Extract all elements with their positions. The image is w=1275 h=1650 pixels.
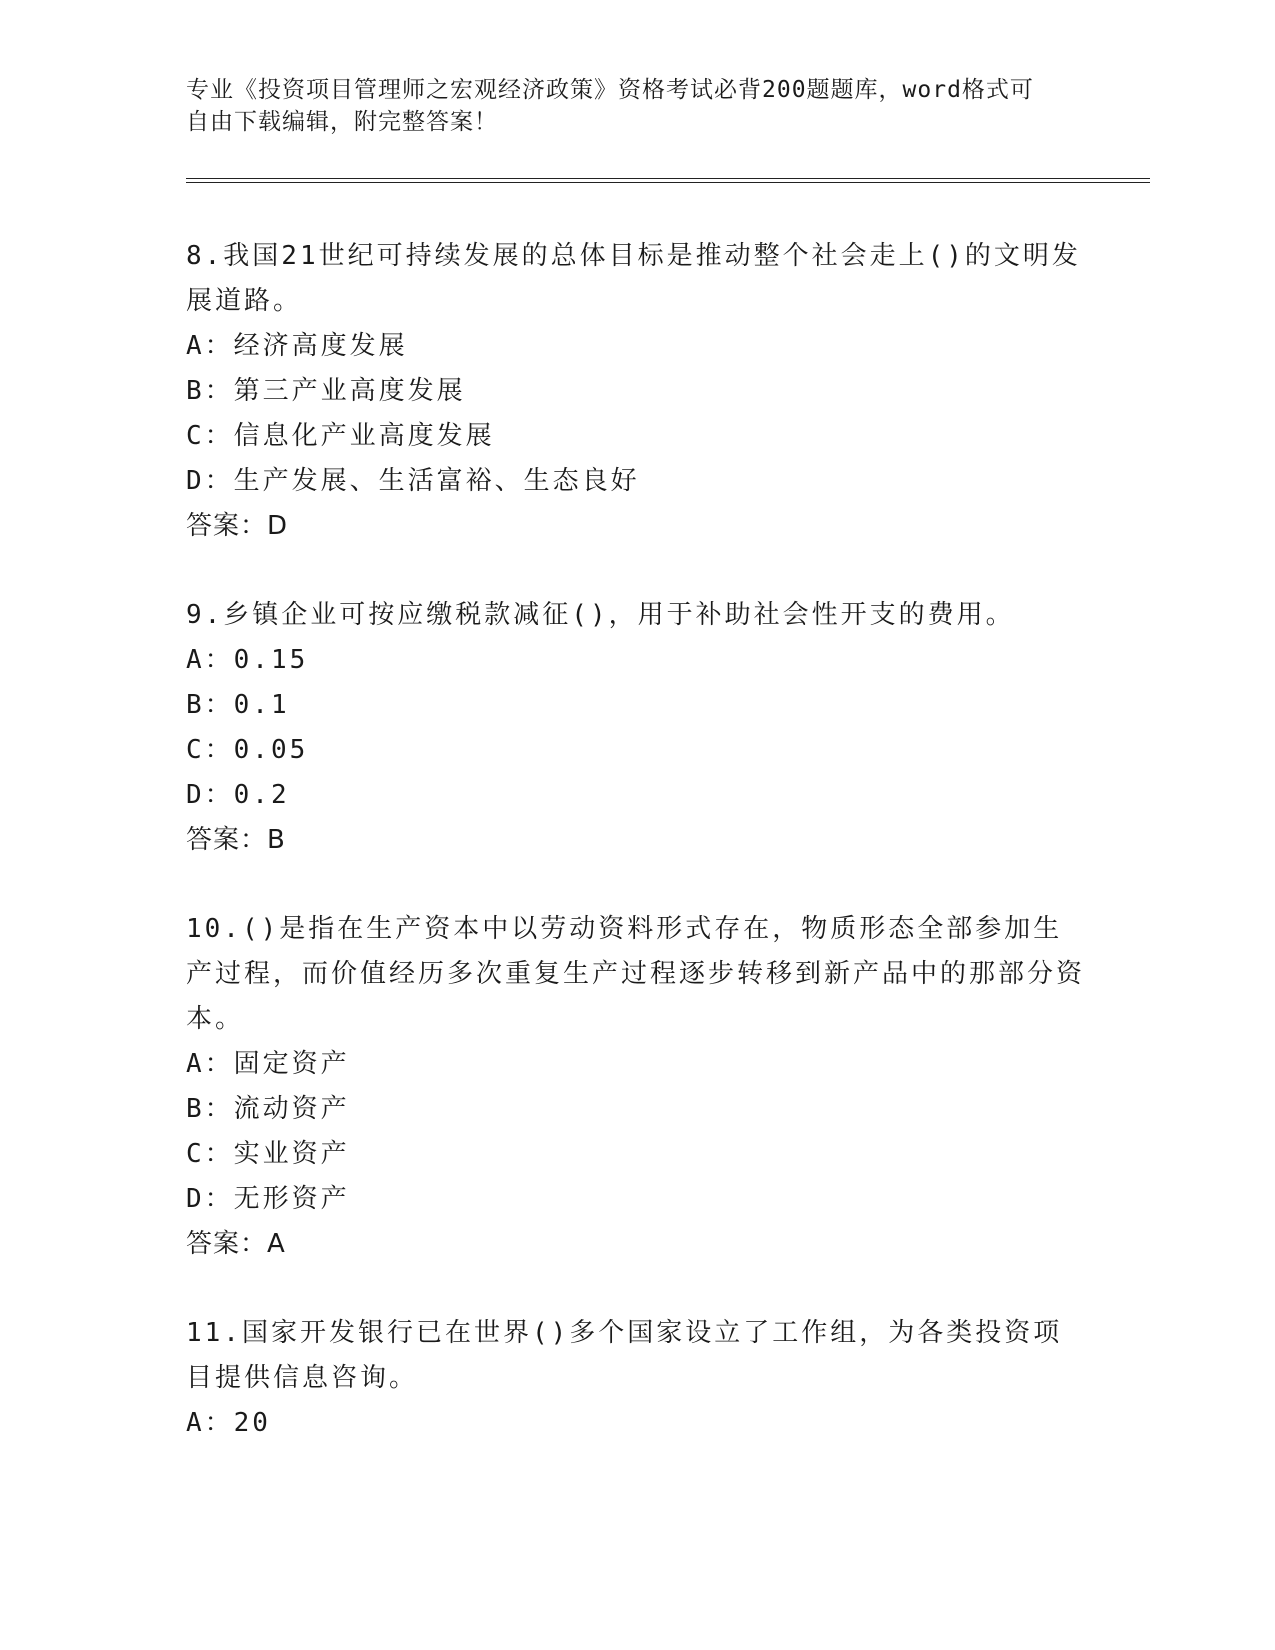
option-a: A：20 xyxy=(186,1408,271,1438)
answer-label: 答案：D xyxy=(186,511,289,541)
option-a: A：固定资产 xyxy=(186,1049,350,1079)
header-line-2: 自由下载编辑，附完整答案！ xyxy=(186,109,498,135)
question-8 xyxy=(186,234,1086,549)
option-d: D：0.2 xyxy=(186,780,290,810)
option-b: B：第三产业高度发展 xyxy=(186,376,466,406)
header-divider-bottom xyxy=(186,182,1150,183)
question-10 xyxy=(186,907,1086,1267)
option-a: A：经济高度发展 xyxy=(186,331,408,361)
header-divider-top xyxy=(186,178,1150,179)
option-c: C：信息化产业高度发展 xyxy=(186,421,495,451)
option-c: C：0.05 xyxy=(186,735,309,765)
question-11 xyxy=(186,1311,1086,1446)
question-text: 9.乡镇企业可按应缴税款减征()，用于补助社会性开支的费用。 xyxy=(186,600,1015,630)
option-d: D：生产发展、生活富裕、生态良好 xyxy=(186,466,640,496)
option-d: D：无形资产 xyxy=(186,1184,350,1214)
answer-label: 答案：A xyxy=(186,1229,286,1259)
option-c: C：实业资产 xyxy=(186,1139,350,1169)
option-a: A：0.15 xyxy=(186,645,309,675)
question-text: 8.我国21世纪可持续发展的总体目标是推动整个社会走上()的文明发展道路。 xyxy=(186,241,1081,316)
question-9 xyxy=(186,593,1086,863)
question-text: 11.国家开发银行已在世界()多个国家设立了工作组，为各类投资项目提供信息咨询。 xyxy=(186,1318,1063,1393)
document-header xyxy=(186,74,1066,138)
header-line-1: 专业《投资项目管理师之宏观经济政策》资格考试必背200题题库，word格式可 xyxy=(186,77,1034,103)
option-b: B：0.1 xyxy=(186,690,290,720)
question-text: 10.()是指在生产资本中以劳动资料形式存在，物质形态全部参加生产过程，而价值经历多次重复生产过程逐步转移到新产品中的那部分资本。 xyxy=(186,914,1086,1034)
option-b: B：流动资产 xyxy=(186,1094,350,1124)
answer-label: 答案：B xyxy=(186,825,286,855)
question-list xyxy=(186,234,1086,1446)
